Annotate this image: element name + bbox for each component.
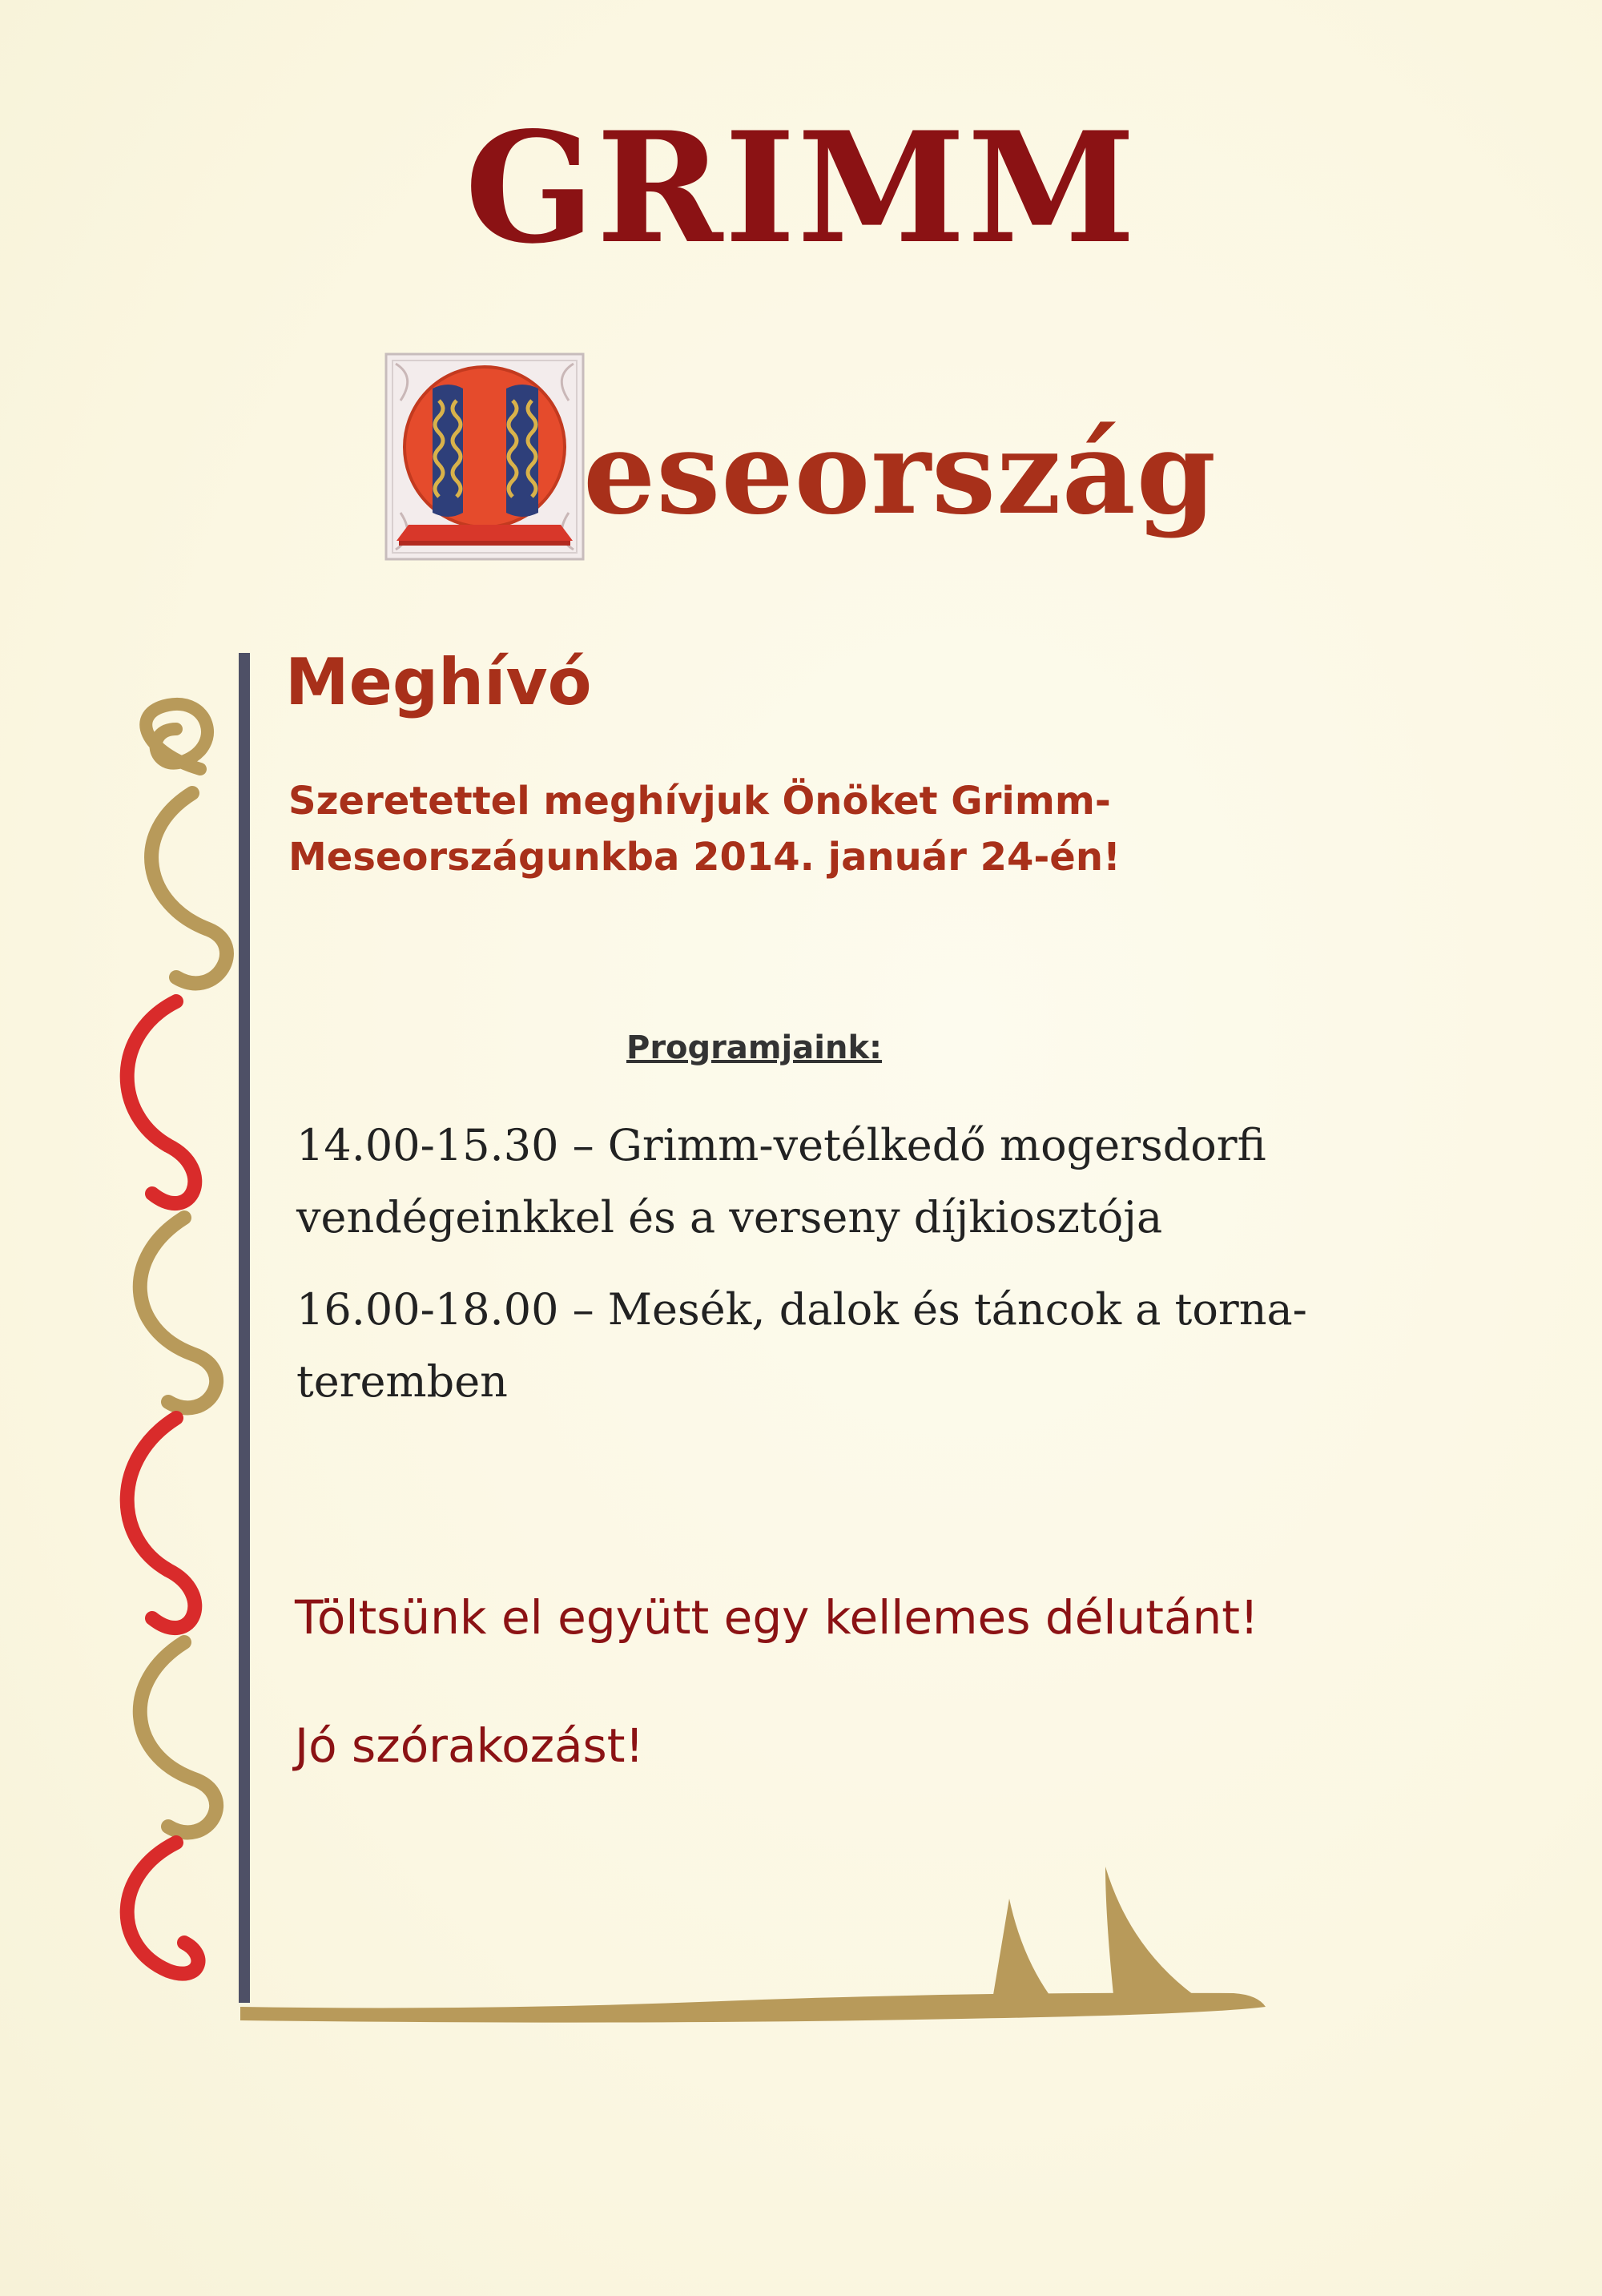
vertical-rule bbox=[239, 653, 250, 2003]
program-item-line: 14.00-15.30 – Grimm-vetélkedő mogersdorfi bbox=[296, 1120, 1266, 1170]
closing-line-2: Jó szórakozást! bbox=[295, 1718, 644, 1773]
program-item-line: 16.00-18.00 – Mesék, dalok és táncok a torna- bbox=[296, 1284, 1307, 1335]
program-item bbox=[296, 1274, 1338, 1418]
bottom-flourish-icon bbox=[240, 1851, 1282, 2035]
invitation-heading: Meghívó bbox=[285, 645, 592, 719]
program-item bbox=[296, 1110, 1338, 1254]
invitation-intro bbox=[288, 773, 1410, 885]
closing-line-1: Töltsünk el együtt egy kellemes délutánt! bbox=[295, 1590, 1259, 1645]
program-item-line: teremben bbox=[296, 1356, 508, 1407]
page-subtitle: eseország bbox=[583, 407, 1218, 540]
programs-title: Programjaink: bbox=[626, 1029, 883, 1066]
page-title: GRIMM bbox=[465, 99, 1137, 277]
program-item-line: vendégeinkkel és a verseny díjkiosztója bbox=[296, 1192, 1163, 1243]
intro-line-2: Meseországunkba 2014. január 24-én! bbox=[288, 835, 1121, 880]
intro-line-1: Szeretettel meghívjuk Önöket Grimm- bbox=[288, 779, 1111, 824]
scroll-ornament-icon bbox=[96, 697, 256, 1995]
illuminated-letter-m-icon bbox=[384, 352, 585, 561]
